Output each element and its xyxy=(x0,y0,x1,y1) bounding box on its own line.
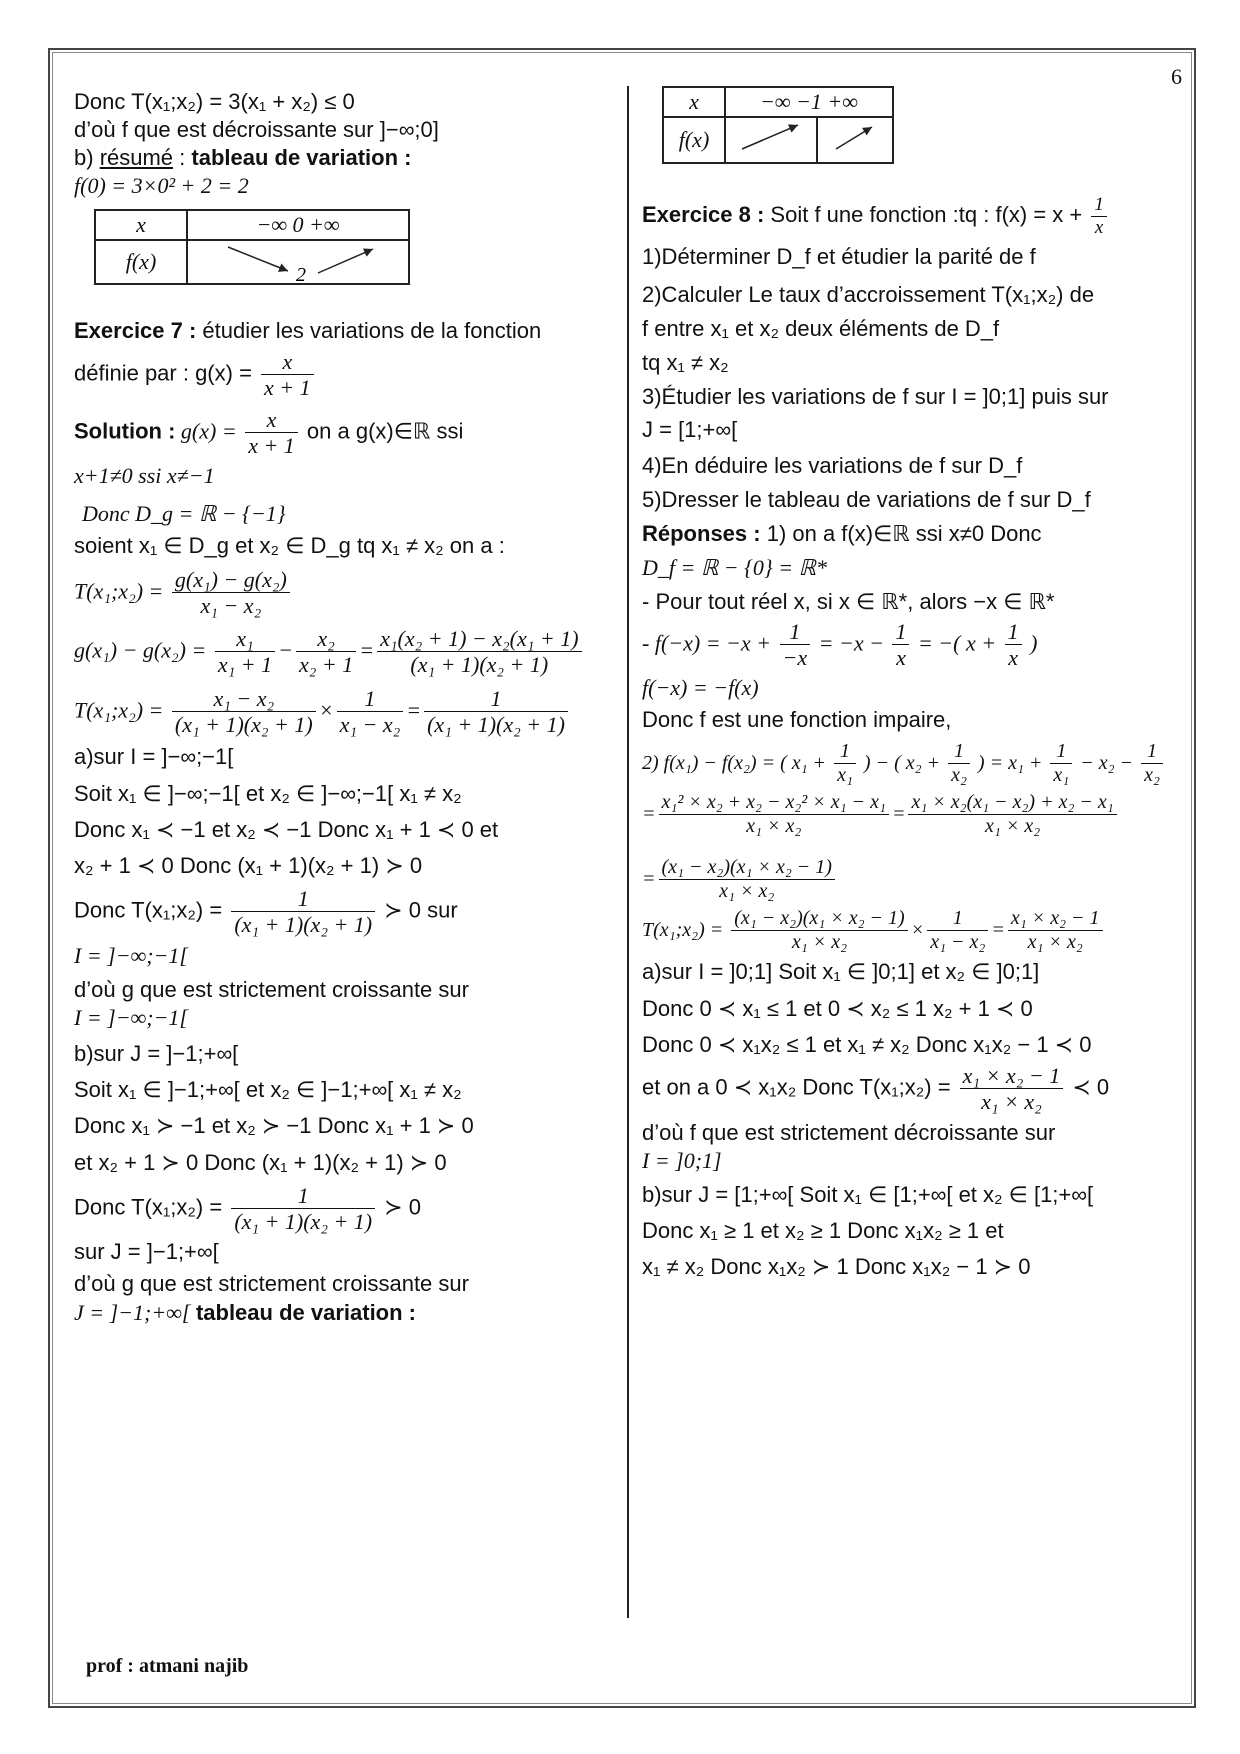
question-line: 2)Calculer Le taux d’accroissement T(x₁;x₂) de xyxy=(642,282,1095,307)
text: définie par : g(x) = xyxy=(74,360,259,386)
fraction: $\frac{\text{x₁}}{\text{x₁ + 1}}$ xyxy=(215,626,275,678)
text-line: d’où g que est strictement croissante sur xyxy=(74,976,469,1002)
text: on a g(x)∈ℝ ssi xyxy=(300,418,464,444)
fraction: $\frac{1}{x}$ xyxy=(1091,194,1107,239)
fraction: $\frac{1}{\text{x₂}}$ xyxy=(1141,740,1163,787)
fraction: $\frac{1}{-x}$ xyxy=(780,619,811,671)
text-line xyxy=(74,144,614,172)
formula-line: T(x₁;x₂) = $\frac{\text{x₁ − x₂}}{\text{(x₁ + 1)(x₂ + 1)}}$ × $\frac{1}{\text{x₁ − x₂}}$ = $\frac{1}{\text{(x₁ + 1)(x₂ + 1)}}$ xyxy=(74,686,614,738)
question-line: tq x₁ ≠ x₂ xyxy=(642,350,729,376)
text: Soit f une fonction :tq : f(x) = x + xyxy=(764,202,1089,228)
formula-line: I = ]−∞;−1[ xyxy=(74,942,188,968)
fraction: $\frac{\text{x₁ − x₂}}{\text{(x₁ + 1)(x₂ + 1)}}$ xyxy=(172,686,316,738)
table-cell xyxy=(725,117,817,163)
bold-heading: Exercice 7 : xyxy=(74,317,197,343)
text-line: Donc 0 ≺ x₁x₂ ≤ 1 et x₁ ≠ x₂ Donc x₁x₂ − 1 ≺ 0 xyxy=(642,1031,1092,1057)
solution-line xyxy=(74,407,614,459)
formula-line: f(0) = 3×0² + 2 = 2 xyxy=(74,173,249,199)
text-line: Donc T(x₁;x₂) = 3(x₁ + x₂) ≤ 0 xyxy=(74,89,355,114)
fraction: $\frac{\text{x₁² × x₂ + x₂ − x₂² × x₁ − x₁}}{\text{x₁ × x₂}}$ xyxy=(659,791,889,838)
text-line: b)sur J = ]−1;+∞[ xyxy=(74,1041,239,1067)
table-cell: x xyxy=(663,87,725,117)
fraction: $\frac{1}{\text{(x₁ + 1)(x₂ + 1)}}$ xyxy=(424,686,568,738)
table-value: 2 xyxy=(296,263,306,283)
formula-line: Donc T(x₁;x₂) = $\frac{1}{\text{(x₁ + 1)(x₂ + 1)}}$ ≻ 0 xyxy=(74,1182,422,1234)
question-line: 3)Étudier les variations de f sur I = ]0;1] puis sur xyxy=(642,384,1109,410)
column-separator xyxy=(627,86,629,1618)
table-cell: f(x) xyxy=(663,117,725,163)
right-column xyxy=(642,86,1182,1281)
text-line: Donc 0 ≺ x₁ ≤ 1 et 0 ≺ x₂ ≤ 1 x₂ + 1 ≺ 0 xyxy=(642,995,1033,1021)
text-line: et x₂ + 1 ≻ 0 Donc (x₁ + 1)(x₂ + 1) ≻ 0 xyxy=(74,1149,447,1175)
fraction: $\frac{x}{x + 1}$ xyxy=(245,407,298,459)
left-column xyxy=(74,88,614,1327)
text-line: soient x₁ ∈ D_g et x₂ ∈ D_g tq x₁ ≠ x₂ on a : xyxy=(74,533,505,559)
table-cell xyxy=(817,117,893,163)
text-line: Donc x₁ ≥ 1 et x₂ ≥ 1 Donc x₁x₂ ≥ 1 et xyxy=(642,1218,1004,1243)
formula-line: Donc D_g = ℝ − {−1} xyxy=(82,501,286,527)
bold-heading: Exercice 8 : xyxy=(642,202,765,228)
text-line: x₂ + 1 ≺ 0 Donc (x₁ + 1)(x₂ + 1) ≻ 0 xyxy=(74,852,423,878)
text-line: d’où g que est strictement croissante sur xyxy=(74,1271,469,1297)
text-line: a)sur I = ]−∞;−1[ xyxy=(74,744,234,770)
table-cell: −∞ 0 +∞ xyxy=(187,210,409,240)
increasing-arrow xyxy=(736,119,806,155)
fraction: $\frac{\text{(x₁ − x₂)(x₁ × x₂ − 1)}}{\text{x₁ × x₂}}$ xyxy=(659,856,835,903)
text-line: - Pour tout réel x, si x ∈ ℝ*, alors −x ∈ ℝ* xyxy=(642,589,1055,615)
question-line: 1)Déterminer D_f et étudier la parité de f xyxy=(642,243,1036,269)
text: g(x) = xyxy=(175,418,243,444)
formula-line: I = ]−∞;−1[ xyxy=(74,1004,188,1030)
author-footer: prof : atmani najib xyxy=(86,1655,249,1677)
bold-heading: Réponses : xyxy=(642,521,761,547)
text-line: Soit x₁ ∈ ]−∞;−1[ et x₂ ∈ ]−∞;−1[ x₁ ≠ x₂ xyxy=(74,780,462,806)
formula-line: et on a 0 ≺ x₁x₂ Donc T(x₁;x₂) = $\frac{\text{x₁ × x₂ − 1}}{\text{x₁ × x₂}}$ ≺ 0 xyxy=(642,1062,1110,1115)
fraction: $\frac{\text{g(x₁) − g(x₂)}}{\text{x₁ − x₂}}$ xyxy=(172,567,290,619)
question-line: 4)En déduire les variations de f sur D_f xyxy=(642,452,1023,478)
text-line: Soit x₁ ∈ ]−1;+∞[ et x₂ ∈ ]−1;+∞[ x₁ ≠ x₂ xyxy=(74,1077,462,1103)
table-cell: f(x) xyxy=(95,240,187,284)
table-cell: −∞ −1 +∞ xyxy=(725,87,893,117)
fraction: $\frac{1}{\text{x₁}}$ xyxy=(834,740,856,787)
table-cell: x xyxy=(95,210,187,240)
text-line: Donc x₁ ≺ −1 et x₂ ≺ −1 Donc x₁ + 1 ≺ 0 et xyxy=(74,816,499,842)
text-line: d’où f que est décroissante sur ]−∞;0] xyxy=(74,117,439,143)
fraction: $\frac{\text{x₁ × x₂ − 1}}{\text{x₁ × x₂}}$ xyxy=(960,1063,1064,1115)
text-line: d’où f que est strictement décroissante sur xyxy=(642,1119,1056,1145)
text-line: a)sur I = ]0;1] Soit x₁ ∈ ]0;1] et x₂ ∈ ]0;1] xyxy=(642,959,1040,985)
fraction: $\frac{1}{\text{x₂}}$ xyxy=(948,740,970,787)
fraction: $\frac{x}{x + 1}$ xyxy=(261,349,314,401)
formula-line: I = ]0;1] xyxy=(642,1147,722,1173)
formula-line: 2) f(x₁) − f(x₂) = ( x₁ + $\frac{1}{\text{x₁}}$ ) − ( x₂ + $\frac{1}{\text{x₂}}$ ) = x₁ + $\frac{1}{\text{x₁}}$ − x₂ − $\frac{1}{\text{x₂}}$ xyxy=(642,740,1182,787)
fraction: $\frac{\text{x₂}}{\text{x₂ + 1}}$ xyxy=(296,626,356,678)
text-line: x₁ ≠ x₂ Donc x₁x₂ ≻ 1 Donc x₁x₂ − 1 ≻ 0 xyxy=(642,1254,1031,1280)
fraction: $\frac{1}{\text{(x₁ + 1)(x₂ + 1)}}$ xyxy=(231,886,375,938)
table-cell xyxy=(187,240,409,284)
formula-line: D_f = ℝ − {0} = ℝ* xyxy=(642,555,827,581)
fraction: $\frac{\text{(x₁ − x₂)(x₁ × x₂ − 1)}}{\text{x₁ × x₂}}$ xyxy=(731,907,907,954)
fraction: $\frac{1}{x}$ xyxy=(1005,619,1022,671)
formula-line: = $\frac{\text{(x₁ − x₂)(x₁ × x₂ − 1)}}{\text{x₁ × x₂}}$ xyxy=(642,856,1182,903)
text: : xyxy=(173,145,192,171)
bold-heading: tableau de variation : xyxy=(191,145,412,171)
bold-heading: tableau de variation : xyxy=(195,1299,416,1325)
formula-line: = $\frac{\text{x₁² × x₂ + x₂ − x₂² × x₁ − x₁}}{\text{x₁ × x₂}}$ = $\frac{\text{x₁ × x₂(x₁ − x₂) + x₂ − x₁}}{\text{x₁ × x₂}}$ xyxy=(642,791,1182,838)
fraction: $\frac{1}{\text{x₁ − x₂}}$ xyxy=(337,686,404,738)
formula-line: Donc T(x₁;x₂) = $\frac{1}{\text{(x₁ + 1)(x₂ + 1)}}$ ≻ 0 sur xyxy=(74,886,458,938)
formula-line: T(x₁;x₂) = $\frac{\text{(x₁ − x₂)(x₁ × x₂ − 1)}}{\text{x₁ × x₂}}$ × $\frac{1}{\text{x₁ − x₂}}$ = $\frac{\text{x₁ × x₂ − 1}}{\text{x₁ × x₂}}$ xyxy=(642,907,1182,954)
question-line: J = [1;+∞[ xyxy=(642,416,738,442)
fraction: $\frac{1}{x}$ xyxy=(892,619,909,671)
variation-arrows xyxy=(198,241,398,283)
page-number: 6 xyxy=(1171,64,1182,89)
text-line: sur J = ]−1;+∞[ xyxy=(74,1239,219,1265)
fraction: $\frac{\text{x₁ × x₂ − 1}}{\text{x₁ × x₂}}$ xyxy=(1008,907,1103,954)
text-line: Donc f est une fonction impaire, xyxy=(642,707,952,733)
question-line: 5)Dresser le tableau de variations de f sur D_f xyxy=(642,486,1091,512)
formula-line: g(x₁) − g(x₂) = $\frac{\text{x₁}}{\text{x₁ + 1}}$ − $\frac{\text{x₂}}{\text{x₂ + 1}}$ = $\frac{\text{x₁(x₂ + 1) − x₂(x₁ + 1)}}{\text{(x₁ + 1)(x₂ + 1)}}$ xyxy=(74,626,614,678)
exercise-7-heading xyxy=(74,317,614,345)
fraction: $\frac{1}{\text{x₁}}$ xyxy=(1050,740,1072,787)
fraction: $\frac{\text{x₁(x₂ + 1) − x₂(x₁ + 1)}}{\text{(x₁ + 1)(x₂ + 1)}}$ xyxy=(377,626,582,678)
formula-line: - f(−x) = −x + $\frac{1}{-x}$ = −x − $\frac{1}{x}$ = −( x + $\frac{1}{x}$ ) xyxy=(642,618,1038,670)
text-line xyxy=(74,349,614,401)
variation-table-1 xyxy=(94,209,410,285)
text: étudier les variations de la fonction xyxy=(196,317,542,343)
text-line: b)sur J = [1;+∞[ Soit x₁ ∈ [1;+∞[ et x₂ ∈ [1;+∞[ xyxy=(642,1181,1094,1207)
variation-table-2 xyxy=(662,86,894,164)
exercise-8-heading xyxy=(642,194,1182,239)
text: b) xyxy=(74,145,100,171)
text-line: Donc x₁ ≻ −1 et x₂ ≻ −1 Donc x₁ + 1 ≻ 0 xyxy=(74,1113,474,1139)
increasing-arrow xyxy=(828,119,882,155)
formula-line: f(−x) = −f(x) xyxy=(642,675,759,701)
bold-heading: Solution : xyxy=(74,418,176,444)
question-line: f entre x₁ et x₂ deux éléments de D_f xyxy=(642,316,1000,342)
formula-line: T(x₁;x₂) = $\frac{\text{g(x₁) − g(x₂)}}{\text{x₁ − x₂}}$ xyxy=(74,567,614,619)
answers-line xyxy=(642,520,1182,548)
fraction: $\frac{1}{\text{(x₁ + 1)(x₂ + 1)}}$ xyxy=(231,1183,375,1235)
fraction: $\frac{\text{x₁ × x₂(x₁ − x₂) + x₂ − x₁}}{\text{x₁ × x₂}}$ xyxy=(908,791,1116,838)
formula-line: x+1≠0 ssi x≠−1 xyxy=(74,463,215,489)
underlined-text: résumé xyxy=(99,145,174,171)
text-line: J = ]−1;+∞[ tableau de variation : xyxy=(74,1299,416,1325)
fraction: $\frac{1}{\text{x₁ − x₂}}$ xyxy=(927,907,988,954)
text: 1) on a f(x)∈ℝ ssi x≠0 Donc xyxy=(760,521,1042,547)
